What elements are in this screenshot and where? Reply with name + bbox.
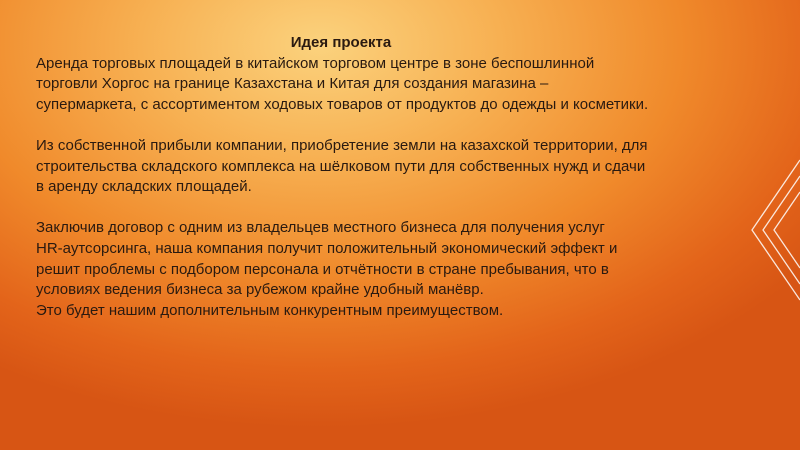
paragraph-land-purchase: Из собственной прибыли компании, приобретение земли на казахской территории, для строительства складского комплекса на шёлковом пути для собственных нужд и сдачи в аренду складских площадей. — [36, 136, 648, 196]
slide-title: Идея проекта — [290, 34, 392, 51]
paragraph-hr-outsourcing: Заключив договор с одним из владельцев местного бизнеса для получения услуг HR-аутсорсинга, наша компания получит положительный экономический эффект и решит проблемы с подбором персонала и отчётности в стране пребывания, что в условиях ведения бизнеса за рубежом крайне удобный манёвр. — [36, 219, 618, 299]
paragraph-competitive-advantage: Это будет нашим дополнительным конкурентным преимуществом. — [36, 301, 504, 319]
paragraph-store-rental: Аренда торговых площадей в китайском торговом центре в зоне беспошлинной торговли Хоргос на границе Казахстана и Китая для создания магазина – супермаркета, с ассортиментом ходовых товаров от продуктов до одежды и косметики. — [36, 54, 649, 113]
paragraph-spacer — [36, 115, 776, 136]
paragraph-spacer — [36, 198, 776, 219]
slide-content — [36, 33, 776, 321]
